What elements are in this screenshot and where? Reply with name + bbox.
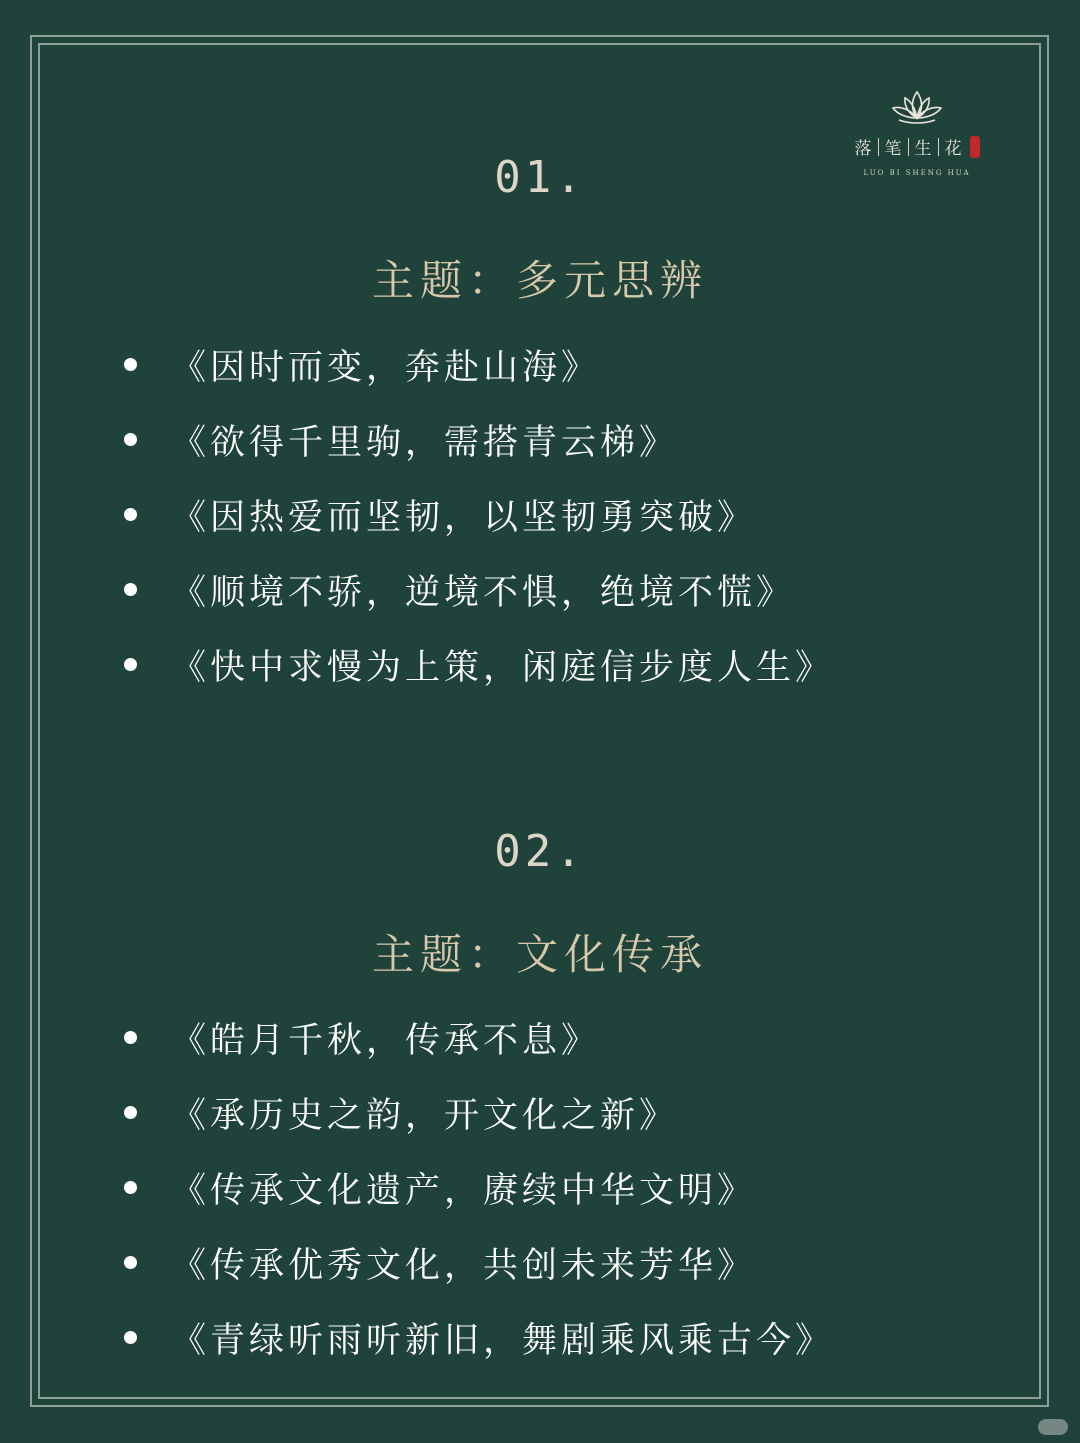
list-item-text: 《因热爱而坚韧，以坚韧勇突破》 xyxy=(171,497,757,538)
list-item xyxy=(120,1225,834,1300)
bullet-icon xyxy=(124,1181,137,1194)
list-item xyxy=(120,1150,834,1225)
section-1-title: 主题：多元思辨 xyxy=(371,256,708,305)
logo-char-1: 落 xyxy=(854,139,872,159)
section-2-title: 主题：文化传承 xyxy=(371,930,708,979)
list-item-text: 《顺境不骄，逆境不惧，绝境不慌》 xyxy=(171,572,796,613)
bullet-icon xyxy=(124,1331,137,1344)
section-1-list xyxy=(120,327,834,702)
logo-char-2: 笔 xyxy=(884,139,902,159)
list-item-text: 《传承优秀文化，共创未来芳华》 xyxy=(171,1245,757,1286)
bullet-icon xyxy=(124,358,137,371)
section-1-number: 01. xyxy=(494,152,586,203)
bullet-icon xyxy=(124,508,137,521)
list-item xyxy=(120,402,834,477)
list-item xyxy=(120,477,834,552)
watermark-badge xyxy=(1038,1419,1068,1435)
bullet-icon xyxy=(124,433,137,446)
list-item xyxy=(120,1075,834,1150)
bullet-icon xyxy=(124,1256,137,1269)
section-2-list xyxy=(120,1000,834,1375)
list-item xyxy=(120,1000,834,1075)
list-item xyxy=(120,552,834,627)
list-item xyxy=(120,1300,834,1375)
list-item-text: 《承历史之韵，开文化之新》 xyxy=(171,1095,679,1136)
list-item xyxy=(120,327,834,402)
list-item-text: 《皓月千秋，传承不息》 xyxy=(171,1020,601,1061)
list-item-text: 《青绿听雨听新旧，舞剧乘风乘古今》 xyxy=(171,1320,835,1361)
bullet-icon xyxy=(124,1031,137,1044)
list-item xyxy=(120,627,834,702)
list-item-text: 《因时而变，奔赴山海》 xyxy=(171,347,601,388)
list-item-text: 《传承文化遗产，赓续中华文明》 xyxy=(171,1170,757,1211)
lotus-icon xyxy=(885,88,949,128)
logo-char-4: 花 xyxy=(944,139,962,159)
logo-char-3: 生 xyxy=(914,139,932,159)
bullet-icon xyxy=(124,1106,137,1119)
bullet-icon xyxy=(124,583,137,596)
list-item-text: 《欲得千里驹，需搭青云梯》 xyxy=(171,422,679,463)
bullet-icon xyxy=(124,658,137,671)
logo-latin-text: LUO BI SHENG HUA xyxy=(863,169,971,177)
list-item-text: 《快中求慢为上策，闲庭信步度人生》 xyxy=(171,647,835,688)
section-2-number: 02. xyxy=(494,826,586,877)
